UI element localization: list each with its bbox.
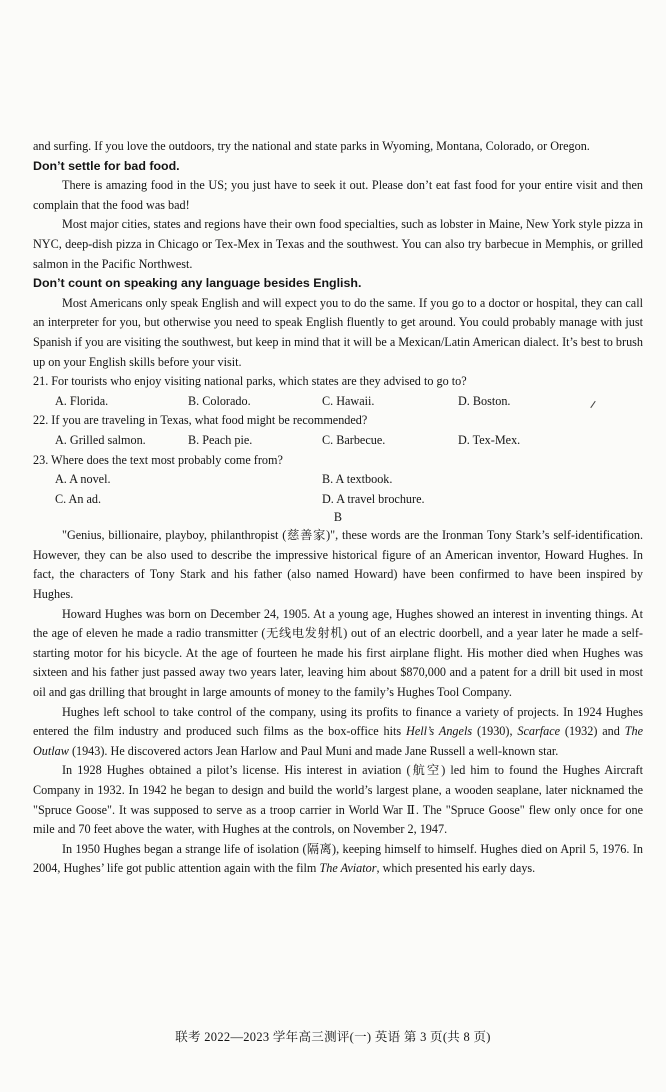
section-b-label: B (333, 510, 343, 525)
q23-option-b: B. A textbook. (322, 472, 393, 487)
paragraph-food-1: There is amazing food in the US; you just have to seek it out. Please don’t eat fast food for your entire visit and then complain that the food was bad! (33, 178, 643, 212)
page-content (33, 137, 643, 879)
question-23-options (33, 470, 643, 509)
q21-option-a: A. Florida. (55, 393, 109, 408)
paragraph-b-2: Howard Hughes was born on December 24, 1905. At a young age, Hughes showed an interest in inventing things. At the age of eleven he made a radio transmitter (无线电发射机) out of an electric doorbell, and a year later he made a self-starting motor for his bicycle. At the age of fourteen he made his first airplane flight. His mother died when Hughes was sixteen and his father just passed away two years later, leaving him about $870,000 and a patent for a drill bit used in most oil and gas drilling that brought in large amounts of money to the family’s Hughes Tool Company. (33, 606, 643, 700)
q23-option-c: C. An ad. (55, 491, 102, 506)
paragraph-food-2: Most major cities, states and regions have their own food specialties, such as lobster in Maine, New York style pizza in NYC, deep-dish pizza in Chicago or Tex-Mex in Texas and the southwest. You can also try barbecue in Memphis, or grilled salmon in the Pacific Northwest. (33, 217, 643, 271)
q21-option-c: C. Hawaii. (322, 393, 375, 408)
paragraph-b-3: Hughes left school to take control of the company, using its profits to finance a variety of projects. In 1924 Hughes entered the film industry and produced such films as the box-office hits Hell’s Angels (1930), Scarface (1932) and The Outlaw (1943). He discovered actors Jean Harlow and Paul Muni and made Jane Russell a well-known star. (33, 704, 644, 758)
q22-option-a: A. Grilled salmon. (55, 432, 146, 447)
question-21-options (33, 392, 643, 412)
q21-option-b: B. Colorado. (188, 393, 251, 408)
paragraph-outdoors: and surfing. If you love the outdoors, try the national and state parks in Wyoming, Montana, Colorado, or Oregon. (33, 139, 590, 153)
q23-option-a: A. A novel. (55, 472, 111, 487)
question-21: 21. For tourists who enjoy visiting national parks, which states are they advised to go to? (33, 374, 467, 389)
question-22-options (33, 431, 643, 451)
paragraph-b-1: "Genius, billionaire, playboy, philanthropist (慈善家)", these words are the Ironman Tony Stark’s self-identification. However, they can be also used to describe the impressive historical figure of an American inventor, Howard Hughes. In fact, the characters of Tony Stark and his father (also named Howard) have been confirmed to have been inspired by Hughes. (33, 528, 643, 602)
heading-language: Don’t count on speaking any language besides English. (33, 276, 362, 291)
paragraph-b-5: In 1950 Hughes began a strange life of isolation (隔离), keeping himself to himself. Hughes died on April 5, 1976. In 2004, Hughes’ life got public attention again with the film The Aviator, which presented his early days. (33, 841, 643, 876)
paragraph-b-4: In 1928 Hughes obtained a pilot’s license. His interest in aviation (航空) led him to found the Hughes Aircraft Company in 1932. In 1942 he began to design and build the world’s largest plane, a wooden seaplane, later nicknamed the "Spruce Goose". It was supposed to serve as a troop carrier in World War Ⅱ. The "Spruce Goose" flew only once for one mile and 70 feet above the water, with Hughes at the controls, on November 2, 1947. (33, 763, 643, 837)
question-23: 23. Where does the text most probably come from? (33, 452, 283, 467)
question-22: 22. If you are traveling in Texas, what food might be recommended? (33, 413, 368, 428)
paragraph-language: Most Americans only speak English and will expect you to do the same. If you go to a doctor or hospital, they can call an interpreter for you, but otherwise you need to speak English fluently to get around. You could probably manage with just Spanish if you are visiting the southwest, but keep in mind that it will be a Mexican/Latin American dialect. It’s best to brush up on your English skills before your visit. (33, 295, 643, 369)
q23-option-d: D. A travel brochure. (322, 491, 425, 506)
q22-option-c: C. Barbecue. (322, 432, 386, 447)
q21-option-d: D. Boston. (458, 393, 511, 408)
q22-option-b: B. Peach pie. (188, 432, 253, 447)
page-footer: 联考 2022—2023 学年高三测评(一) 英语 第 3 页(共 8 页) (175, 1030, 491, 1044)
q22-option-d: D. Tex-Mex. (458, 432, 521, 447)
heading-food: Don’t settle for bad food. (33, 158, 180, 173)
